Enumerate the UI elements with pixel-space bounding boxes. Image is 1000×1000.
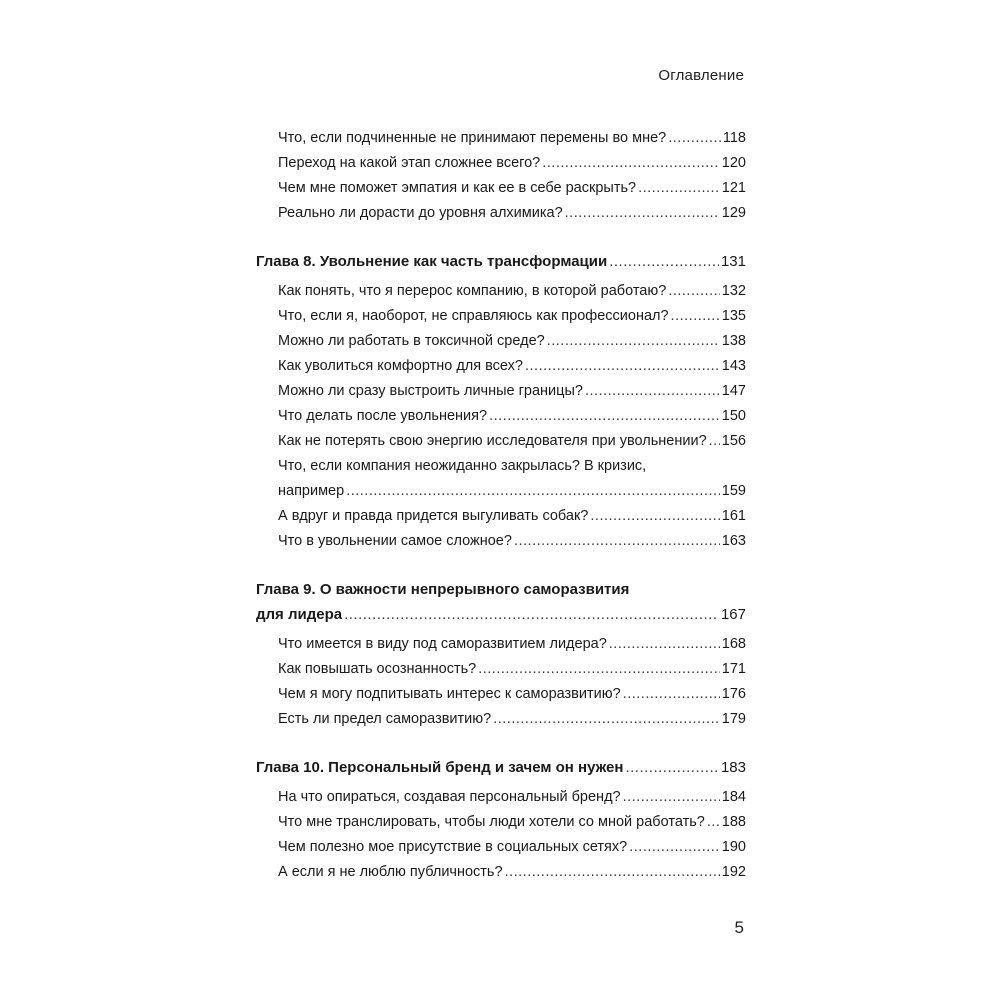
section-gap <box>256 226 746 249</box>
section-gap <box>256 732 746 755</box>
toc-entry <box>256 151 746 176</box>
chapter-title: Глава 10. Персональный бренд и зачем он нужен <box>256 759 624 776</box>
toc-entry <box>256 785 746 810</box>
chapter-8-heading <box>256 249 746 274</box>
toc-entry <box>256 354 746 379</box>
toc-entry-page: 138 <box>721 333 746 349</box>
toc-entry-page: 176 <box>721 686 746 702</box>
toc-entry-page: 147 <box>721 383 746 399</box>
toc-entry-title-line2: например <box>278 483 345 499</box>
toc-entry <box>256 201 746 226</box>
toc-entry-title: На что опираться, создавая персональный бренд? <box>278 789 621 805</box>
toc-entry-page: 120 <box>721 155 746 171</box>
toc-entry <box>256 632 746 657</box>
toc-entry-title: Как понять, что я перерос компанию, в которой работаю? <box>278 283 667 299</box>
toc-entry-title: Реально ли дорасти до уровня алхимика? <box>278 205 563 221</box>
toc-entry-page: 161 <box>721 508 746 524</box>
toc-entry <box>256 835 746 860</box>
toc-entry-page: 135 <box>721 308 746 324</box>
toc-entry-page: 129 <box>721 205 746 221</box>
chapter-page: 183 <box>720 759 746 776</box>
toc-entry-page: 143 <box>721 358 746 374</box>
dot-leader <box>585 379 720 404</box>
section-gap <box>256 554 746 577</box>
table-of-contents <box>256 126 746 885</box>
chapter-9-title-line1: Глава 9. О важности непрерывного саморазвития <box>256 581 630 598</box>
chapter-page: 167 <box>720 606 746 623</box>
dot-leader <box>525 354 720 379</box>
dot-leader <box>625 755 719 780</box>
dot-leader <box>565 201 720 226</box>
toc-entry <box>256 279 746 304</box>
running-header: Оглавление <box>658 67 744 84</box>
toc-entry-title: Переход на какой этап сложнее всего? <box>278 155 541 171</box>
dot-leader <box>638 176 720 201</box>
chapter-page: 131 <box>720 253 746 270</box>
dot-leader <box>609 632 720 657</box>
dot-leader <box>542 151 720 176</box>
toc-entry-page: 156 <box>721 433 746 449</box>
toc-entry <box>256 810 746 835</box>
toc-entry-page: 159 <box>721 483 746 499</box>
toc-entry-page: 190 <box>721 839 746 855</box>
toc-entry <box>256 176 746 201</box>
toc-entry <box>256 429 746 454</box>
dot-leader <box>707 810 720 835</box>
dot-leader <box>547 329 720 354</box>
toc-entry-page: 192 <box>721 864 746 880</box>
toc-entry-page: 188 <box>721 814 746 830</box>
chapter-9-heading <box>256 602 746 627</box>
dot-leader <box>623 682 720 707</box>
toc-entry-page: 179 <box>721 711 746 727</box>
toc-entry-page: 184 <box>721 789 746 805</box>
chapter-title: для лидера <box>256 606 343 623</box>
toc-entry-title: Чем полезно мое присутствие в социальных сетях? <box>278 839 628 855</box>
toc-entry-page: 163 <box>721 533 746 549</box>
toc-entry-page: 121 <box>721 180 746 196</box>
toc-entry-title: Что делать после увольнения? <box>278 408 488 424</box>
toc-entry-title: Что мне транслировать, чтобы люди хотели со мной работать? <box>278 814 705 830</box>
dot-leader <box>344 602 719 627</box>
dot-leader <box>629 835 720 860</box>
dot-leader <box>489 404 720 429</box>
toc-entry <box>256 404 746 429</box>
toc-entry-title: Что, если я, наоборот, не справляюсь как профессионал? <box>278 308 669 324</box>
toc-entry-title: Есть ли предел саморазвитию? <box>278 711 492 727</box>
toc-entry <box>256 860 746 885</box>
dot-leader <box>590 504 719 529</box>
toc-entry-title: Что имеется в виду под саморазвитием лидера? <box>278 636 607 652</box>
toc-entry-title: Можно ли сразу выстроить личные границы? <box>278 383 583 399</box>
toc-entry-title: А если я не люблю публичность? <box>278 864 503 880</box>
toc-entry-page: 150 <box>721 408 746 424</box>
dot-leader <box>671 304 720 329</box>
dot-leader <box>709 429 720 454</box>
toc-entry <box>256 529 746 554</box>
dot-leader <box>505 860 720 885</box>
toc-entry-page: 118 <box>722 130 746 146</box>
toc-entry <box>256 682 746 707</box>
toc-entry-title: Как повышать осознанность? <box>278 661 477 677</box>
dot-leader <box>346 479 720 504</box>
dot-leader <box>668 126 721 151</box>
dot-leader <box>478 657 720 682</box>
chapter-10-heading <box>256 755 746 780</box>
toc-entry-title-line1: Что, если компания неожиданно закрылась? В кризис, <box>278 458 647 474</box>
toc-entry-title: Как уволиться комфортно для всех? <box>278 358 523 374</box>
toc-entry-title: Как не потерять свою энергию исследователя при увольнении? <box>278 433 707 449</box>
toc-entry-title: Чем мне поможет эмпатия и как ее в себе раскрыть? <box>278 180 637 196</box>
toc-entry <box>256 707 746 732</box>
toc-entry <box>256 504 746 529</box>
dot-leader <box>668 279 719 304</box>
toc-entry-title: Чем я могу подпитывать интерес к саморазвитию? <box>278 686 621 702</box>
toc-entry-line2 <box>278 479 746 504</box>
toc-entry <box>256 126 746 151</box>
toc-entry-page: 132 <box>721 283 746 299</box>
toc-entry-title: Что, если подчиненные не принимают перемены во мне? <box>278 130 667 146</box>
toc-entry-title: Что в увольнении самое сложное? <box>278 533 512 549</box>
toc-entry-title: А вдруг и правда придется выгуливать собак? <box>278 508 589 524</box>
toc-entry <box>256 657 746 682</box>
toc-entry <box>256 304 746 329</box>
toc-entry-page: 168 <box>721 636 746 652</box>
dot-leader <box>623 785 720 810</box>
toc-entry <box>256 379 746 404</box>
page-number: 5 <box>734 918 744 937</box>
toc-entry <box>256 329 746 354</box>
dot-leader <box>609 249 719 274</box>
toc-entry-page: 171 <box>721 661 746 677</box>
chapter-title: Глава 8. Увольнение как часть трансформации <box>256 253 608 270</box>
toc-entry-title: Можно ли работать в токсичной среде? <box>278 333 545 349</box>
dot-leader <box>514 529 720 554</box>
toc-entry-multiline <box>256 454 746 504</box>
dot-leader <box>493 707 720 732</box>
